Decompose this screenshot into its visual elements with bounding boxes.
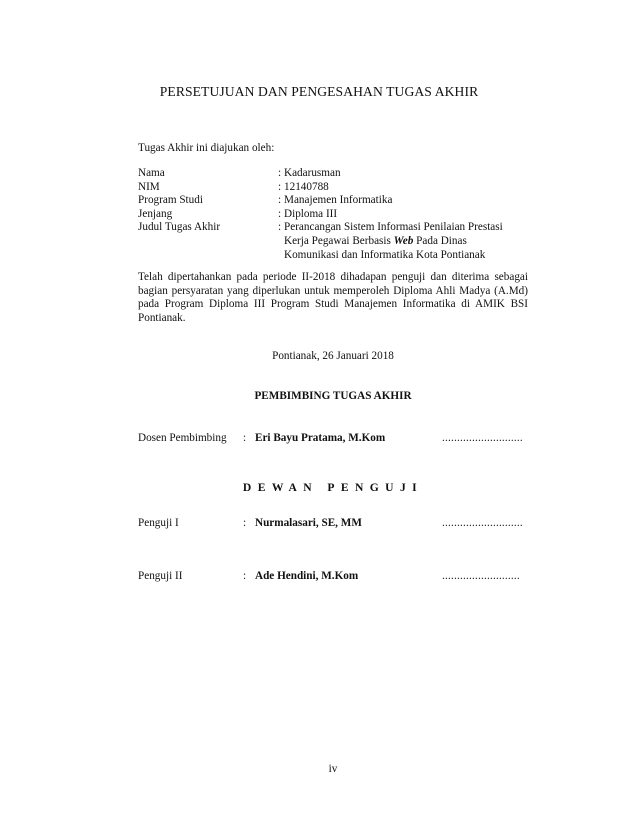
student-info-table [138,167,538,263]
info-separator: : [278,180,282,193]
dosen-pembimbing-label: Dosen Pembimbing [138,432,227,444]
info-label-judul: Judul Tugas Akhir [138,221,221,234]
dewan-penguji-heading: DEWAN PENGUJI [242,481,424,494]
signature-row-penguji-1 [138,517,530,531]
penguji-1-name: Nurmalasari, SE, MM [255,517,362,529]
info-label-program-studi: Program Studi [138,194,203,207]
judul-line-2 [284,235,538,249]
info-value-jenjang: Diploma III [284,207,338,220]
penguji-1-separator: : [243,517,247,529]
info-value-judul [284,221,538,263]
info-separator: : [278,194,282,207]
approval-paragraph: Telah dipertahankan pada periode II-2018 dihadapan penguji dan diterima sebagai bagian persyaratan yang diperlukan untuk memperoleh Diploma Ahli Madya (A.Md) pada Program Diploma III Program Studi Manajemen Informatika di AMIK BSI Pontianak. [138,271,528,324]
info-separator: : [278,221,282,234]
info-label-nim: NIM [138,180,160,193]
info-row-program-studi [138,194,538,208]
judul-line-2-post: Pada Dinas [413,234,467,247]
info-label-jenjang: Jenjang [138,207,173,220]
place-date: Pontianak, 26 Januari 2018 [272,350,394,362]
intro-text: Tugas Akhir ini diajukan oleh: [138,142,275,154]
signature-row-dosen-pembimbing [138,432,530,446]
penguji-1-signature-line: ........................... [442,517,523,529]
info-value-nama: Kadarusman [284,167,341,179]
info-row-judul [138,221,538,263]
penguji-2-name: Ade Hendini, M.Kom [255,570,359,582]
info-row-nim [138,181,538,195]
penguji-1-label: Penguji I [138,517,179,529]
penguji-2-label: Penguji II [138,570,183,582]
penguji-2-separator: : [243,570,247,582]
signature-row-penguji-2 [138,570,530,584]
info-label-nama: Nama [138,167,165,179]
info-value-nim: 12140788 [284,180,329,193]
page-number: iv [328,763,338,775]
info-value-program-studi: Manajemen Informatika [284,194,393,207]
judul-line-3: Komunikasi dan Informatika Kota Pontianak [284,248,486,261]
dosen-pembimbing-name: Eri Bayu Pratama, M.Kom [255,432,386,444]
pembimbing-heading: PEMBIMBING TUGAS AKHIR [254,390,412,402]
info-separator: : [278,167,282,179]
penguji-2-signature-line: .......................... [442,570,520,582]
info-row-nama [138,167,538,181]
dosen-pembimbing-separator: : [243,432,247,444]
dosen-pembimbing-signature-line: ........................... [442,432,523,444]
judul-line-2-pre: Kerja Pegawai Berbasis [284,234,394,247]
judul-line-1: Perancangan Sistem Informasi Penilaian Prestasi [284,221,503,234]
page-title: PERSETUJUAN DAN PENGESAHAN TUGAS AKHIR [159,84,479,99]
info-separator: : [278,207,282,220]
info-row-jenjang [138,208,538,222]
judul-web-word: Web [393,234,414,247]
